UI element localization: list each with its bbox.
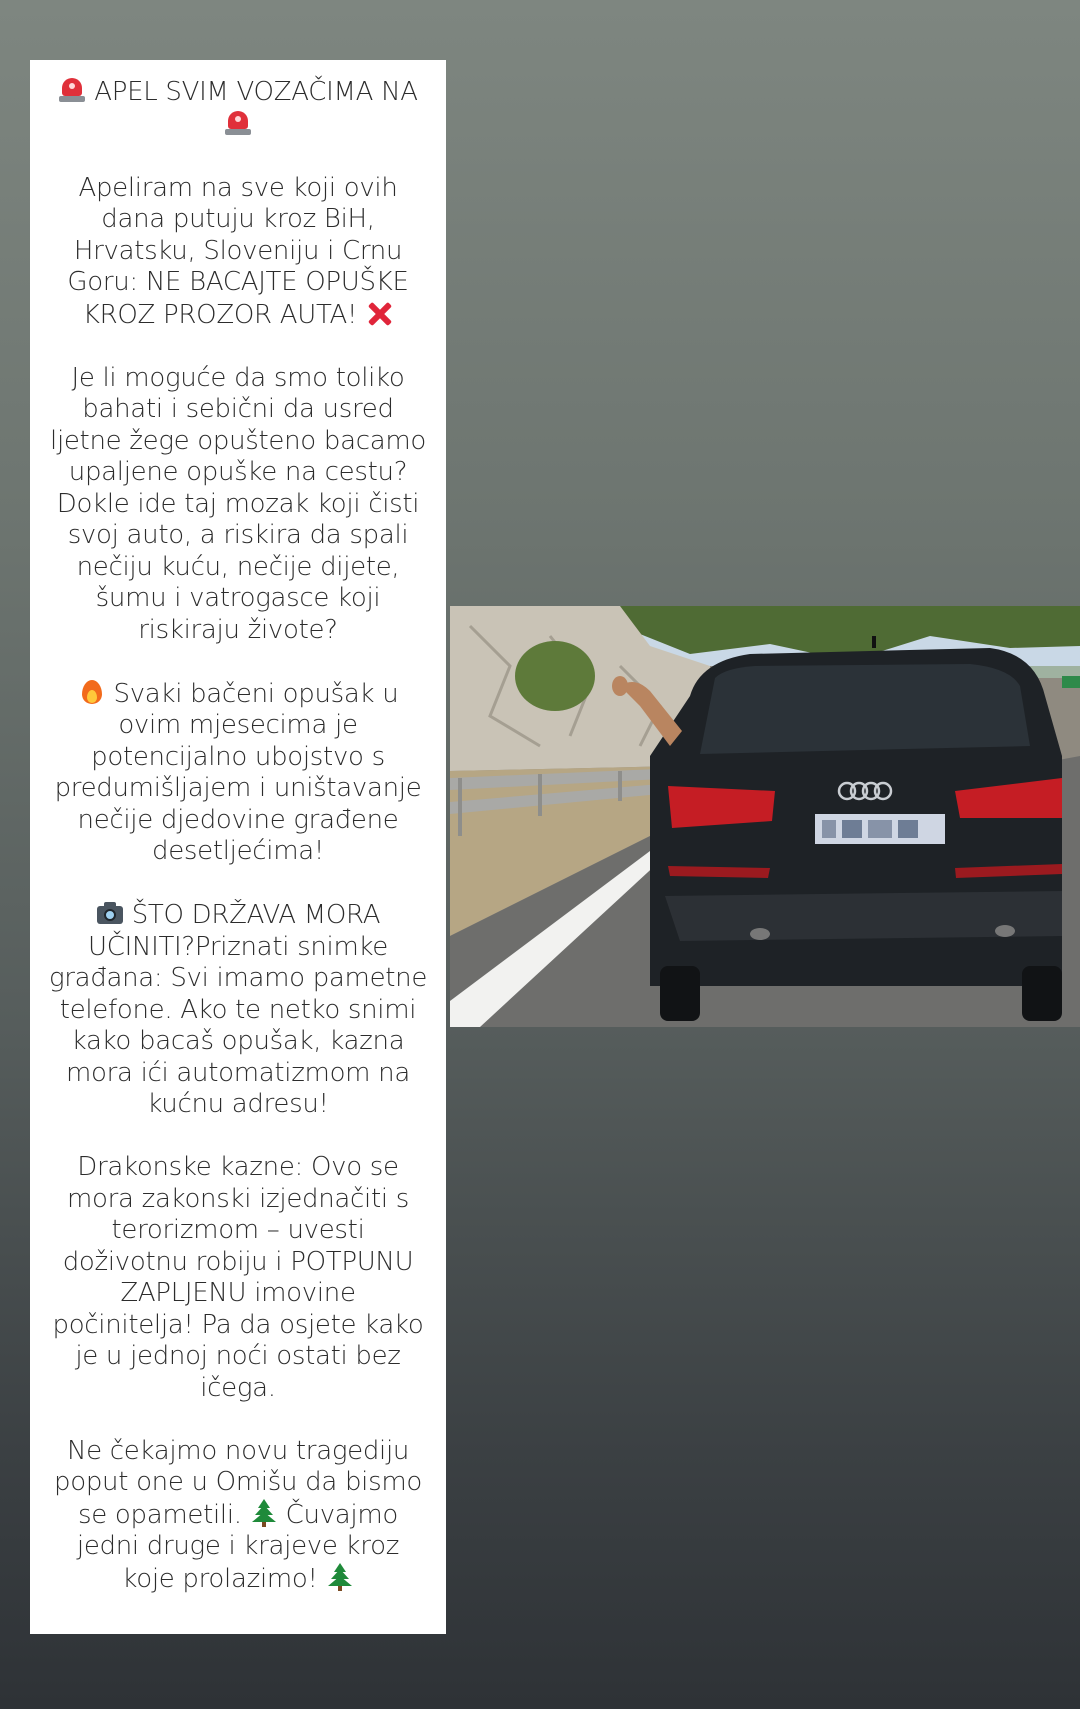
story-paragraph-state (48, 899, 428, 1121)
story-paragraph-fire (48, 678, 428, 868)
story-text-card (30, 60, 446, 1634)
evergreen-tree-icon (250, 1499, 278, 1527)
evergreen-tree-icon (326, 1563, 354, 1591)
police-car-light-icon (58, 76, 86, 104)
rear-window (700, 664, 1030, 754)
story-paragraph-penalties (48, 1152, 428, 1404)
tail-light-left (668, 786, 775, 828)
car-photo-illustration (450, 606, 1080, 1027)
camera-icon (96, 899, 124, 927)
penalties-text: Drakonske kazne: Ovo se mora zakonski izjednačiti s terorizmom – uvesti doživotnu robiju i POTPUNU ZAPLJENU imovine počinitelja! Pa da osjete kako je u jednoj noći ostati bez ičega. (52, 1152, 424, 1403)
appeal-text: Apeliram na sve koji ovih dana putuju kroz BiH, Hrvatsku, Sloveniju i Crnu Goru: NE BACAJTE OPUŠKE KROZ PROZOR AUTA! (67, 172, 409, 330)
state-text: ŠTO DRŽAVA MORA UČINITI?Priznati snimke građana: Svi imamo pametne telefone. Ako te netko snimi kako bacaš opušak, kazna mora ići automatizmom na kućnu adresu! (48, 900, 428, 1119)
story-paragraph-question (48, 363, 428, 647)
fire-icon (78, 678, 106, 706)
car-photo (450, 606, 1080, 1027)
story-title-text: APEL SVIM VOZAČIMA NA (94, 77, 418, 107)
cross-mark-icon (365, 299, 393, 327)
story-paragraph-closing (48, 1436, 428, 1596)
story-title (48, 76, 428, 141)
question-text: Je li moguće da smo toliko bahati i sebični da usred ljetne žege opušteno bacamo upaljene opuške na cestu? Dokle ide taj mozak koji čisti svoj auto, a riskira da spali nečiju kuću, nečije dijete, šumu i vatrogasce koji riskiraju živote? (50, 362, 426, 645)
story-paragraph-appeal (48, 173, 428, 332)
closing-text-2: Čuvajmo jedni druge i krajeve kroz koje prolazimo! (76, 1499, 400, 1594)
fire-text: Svaki bačeni opušak u ovim mjesecima je potencijalno ubojstvo s predumišljajem i uništavanje nečije djedovine građene desetljećima! (54, 678, 422, 866)
police-car-light-icon (224, 109, 252, 137)
bush (515, 641, 595, 711)
closing-text: Ne čekajmo novu tragediju poput one u Omišu da bismo se opametili. (54, 1435, 422, 1530)
